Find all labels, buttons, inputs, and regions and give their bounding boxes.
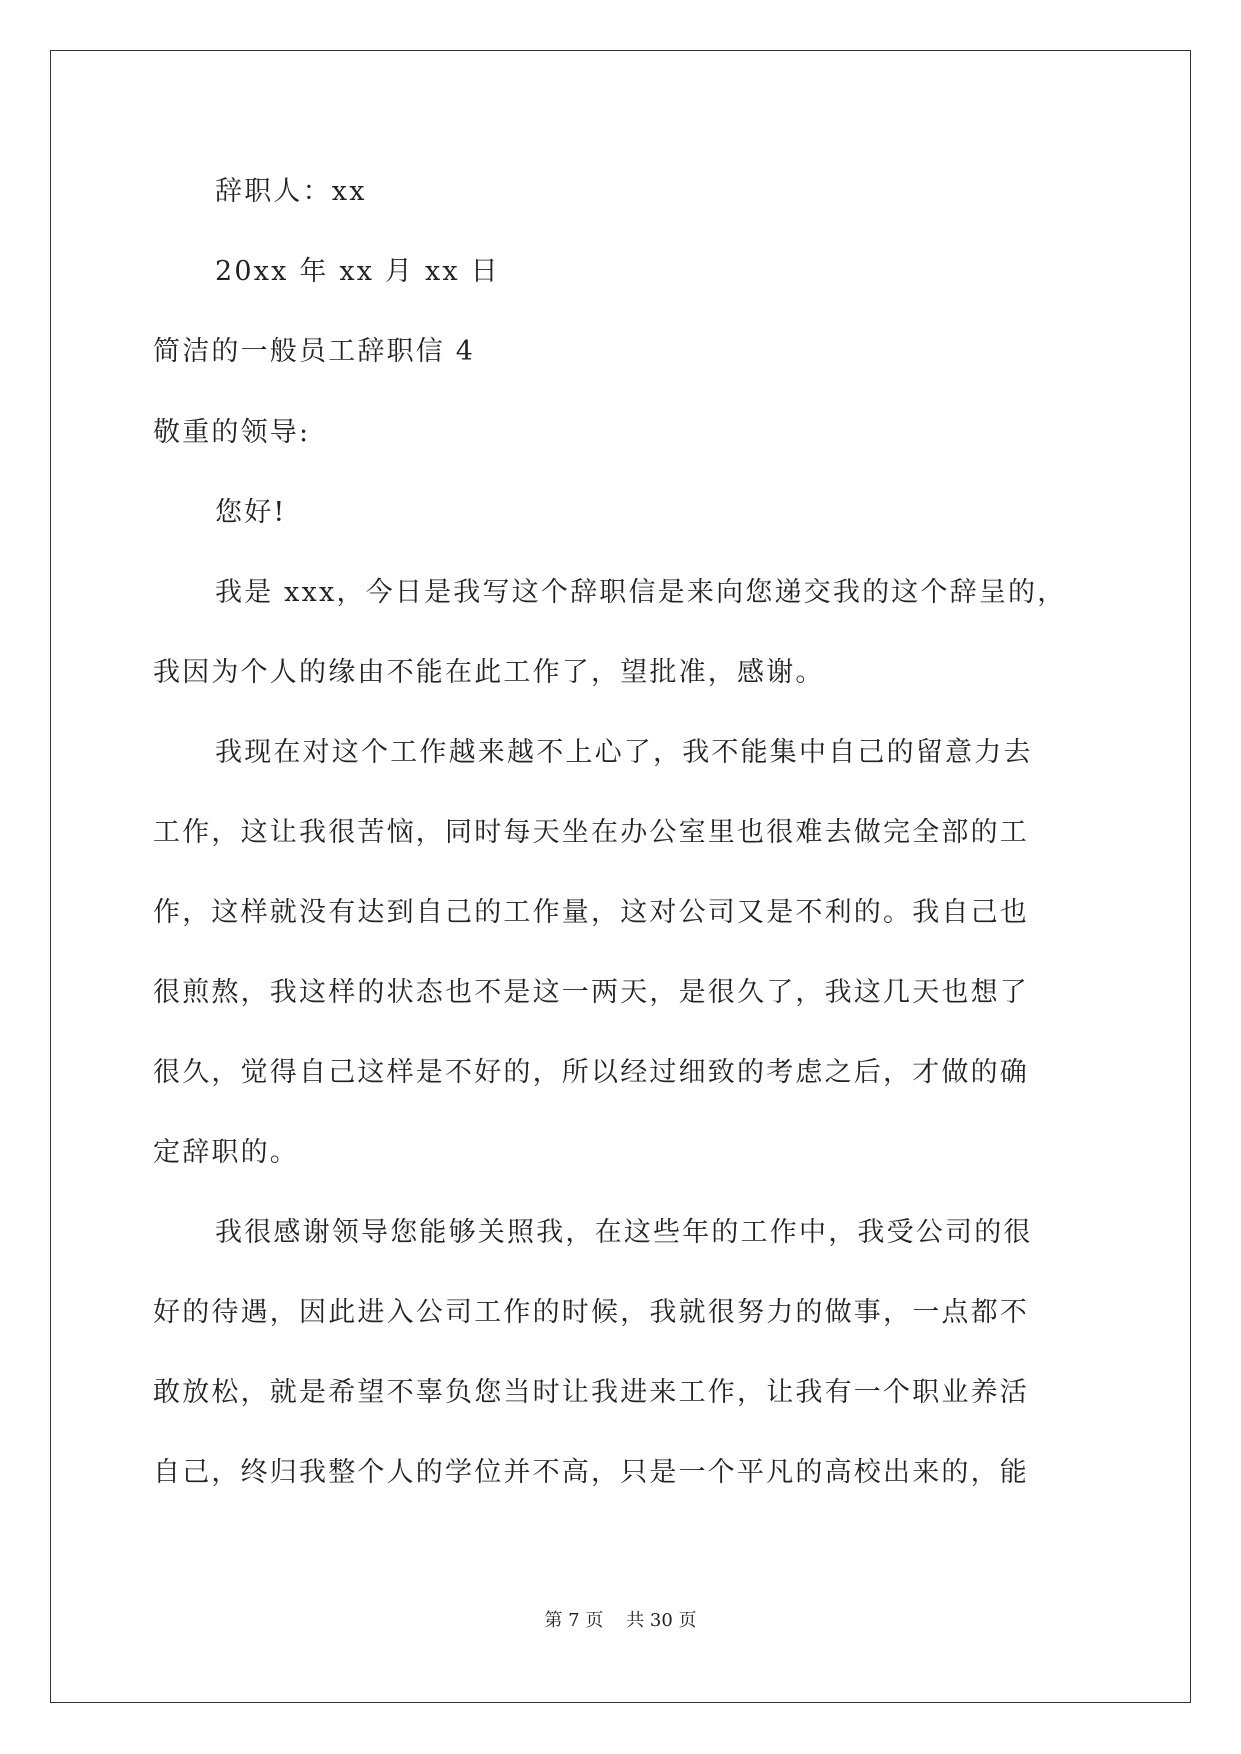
paragraph-line: 好的待遇，因此进入公司工作的时候，我就很努力的做事，一点都不 [153,1297,1029,1328]
paragraph-line: 定辞职的。 [153,1137,299,1168]
paragraph-line: 很煎熬，我这样的状态也不是这一两天，是很久了，我这几天也想了 [153,977,1029,1008]
paragraph-line: 我是 xxx，今日是我写这个辞职信是来向您递交我的这个辞呈的， [215,577,1067,608]
paragraph-line: 很久，觉得自己这样是不好的，所以经过细致的考虑之后，才做的确 [153,1057,1029,1088]
greeting: 您好! [215,497,287,528]
paragraph-line: 我现在对这个工作越来越不上心了，我不能集中自己的留意力去 [215,737,1033,768]
paragraph-line: 我很感谢领导您能够关照我，在这些年的工作中，我受公司的很 [215,1217,1033,1248]
date-line: 20xx 年 xx 月 xx 日 [215,256,500,287]
paragraph-line: 我因为个人的缘由不能在此工作了，望批准，感谢。 [153,657,825,688]
paragraph-line: 作，这样就没有达到自己的工作量，这对公司又是不利的。我自己也 [153,897,1029,928]
salutation: 敬重的领导: [153,417,311,448]
paragraph-line: 敢放松，就是希望不辜负您当时让我进来工作，让我有一个职业养活 [153,1377,1029,1408]
page-number: 第 7 页 共 30 页 [544,1610,697,1631]
signature-line: 辞职人：xx [215,176,367,207]
letter-title: 简洁的一般员工辞职信 4 [153,336,476,367]
paragraph-line: 自己，终归我整个人的学位并不高，只是一个平凡的高校出来的，能 [153,1457,1029,1488]
paragraph-line: 工作，这让我很苦恼，同时每天坐在办公室里也很难去做完全部的工 [153,817,1029,848]
